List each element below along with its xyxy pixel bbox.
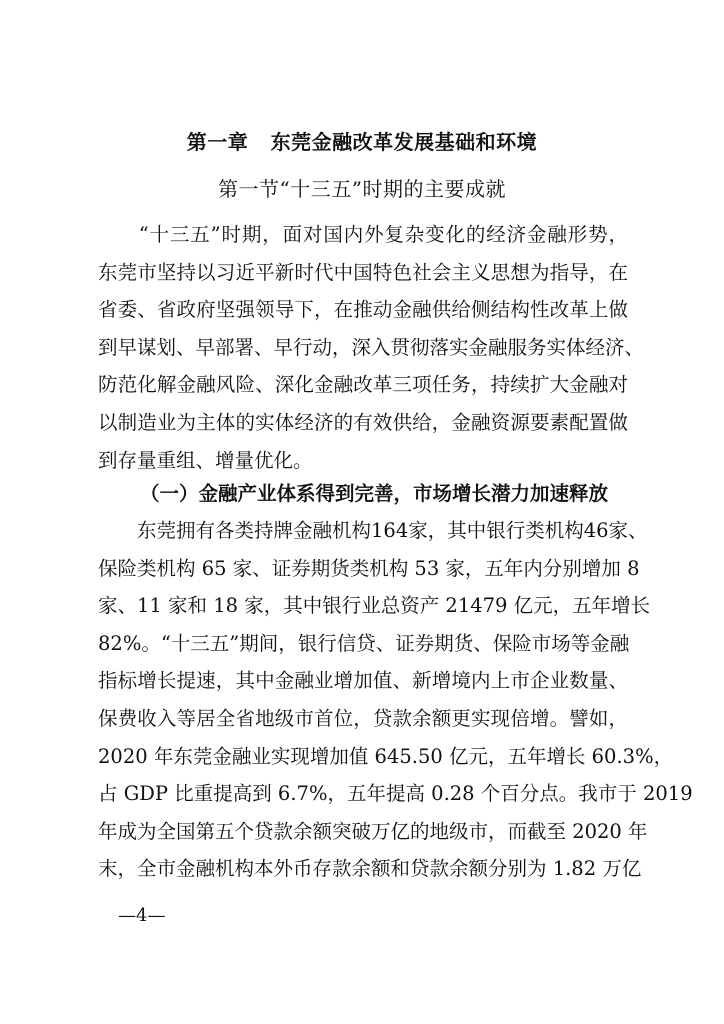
paragraph-line: 末，全市金融机构本外币存款余额和贷款余额分别为 1.82 万亿 xyxy=(98,857,642,881)
paragraph-achievements-intro xyxy=(98,216,645,479)
paragraph-line: 防范化解金融风险、深化金融改革三项任务，持续扩大金融对 xyxy=(98,373,628,397)
paragraph-line: 家、11 家和 18 家，其中银行业总资产 21479 亿元，五年增长 xyxy=(98,594,651,618)
page-number: —4— xyxy=(118,905,166,926)
subheading: （一）金融产业体系得到完善，市场增长潜力加速释放 xyxy=(140,482,609,505)
paragraph-line: 占 GDP 比重提高到 6.7%，五年提高 0.28 个百分点。我市于 2019 xyxy=(98,782,693,806)
paragraph-line: 保费收入等居全省地级市首位，贷款余额更实现倍增。譬如， xyxy=(98,706,628,730)
paragraph-line: 到存量重组、增量优化。 xyxy=(98,448,313,472)
section-title: 第一节“十三五”时期的主要成就 xyxy=(218,177,506,201)
paragraph-line: 到早谋划、早部署、早行动，深入贯彻落实金融服务实体经济、 xyxy=(98,335,645,359)
paragraph-line: “十三五”时期，面对国内外复杂变化的经济金融形势， xyxy=(98,223,628,246)
paragraph-financial-industry xyxy=(98,512,693,888)
paragraph-line: 东莞市坚持以习近平新时代中国特色社会主义思想为指导，在 xyxy=(98,260,628,284)
paragraph-line: 2020 年东莞金融业实现增加值 645.50 亿元，五年增长 60.3%， xyxy=(98,744,674,768)
paragraph-line: 保险类机构 65 家、证券期货类机构 53 家，五年内分别增加 8 xyxy=(98,556,640,580)
chapter-title: 第一章 东莞金融改革发展基础和环境 xyxy=(186,130,538,154)
paragraph-line: 82%。“十三五”期间，银行信贷、证券期货、保险市场等金融 xyxy=(98,631,630,655)
paragraph-line: 年成为全国第五个贷款余额突破万亿的地级市，而截至 2020 年 xyxy=(98,819,648,843)
paragraph-line: 指标增长提速，其中金融业增加值、新增境内上市企业数量、 xyxy=(98,669,628,693)
paragraph-line: 东莞拥有各类持牌金融机构164家，其中银行类机构46家、 xyxy=(98,519,648,542)
paragraph-line: 省委、省政府坚强领导下，在推动金融供给侧结构性改革上做 xyxy=(98,298,628,322)
paragraph-line: 以制造业为主体的实体经济的有效供给，金融资源要素配置做 xyxy=(98,410,628,434)
